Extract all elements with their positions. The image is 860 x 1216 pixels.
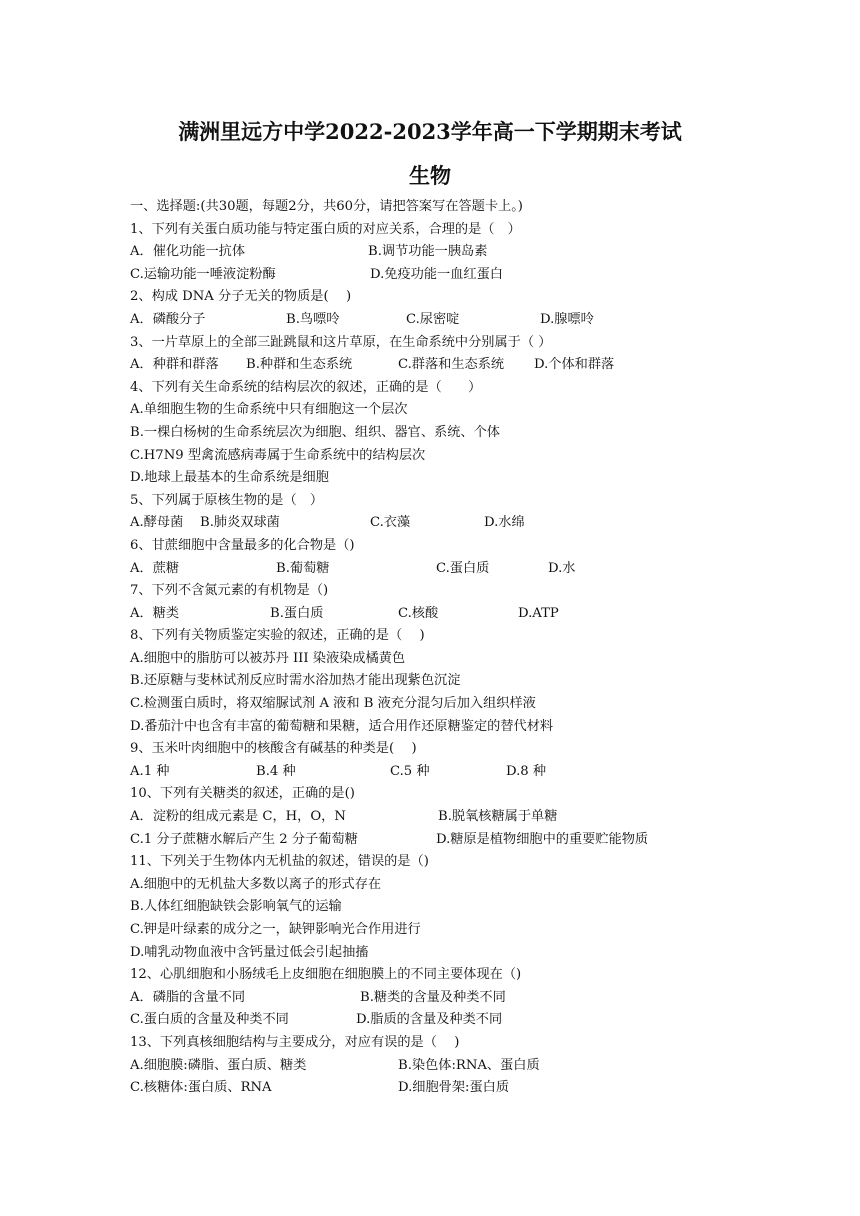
option-b: B.种群和生态系统 (246, 357, 353, 373)
question-7-options (130, 603, 770, 626)
option-d: D.糖原是植物细胞中的重要贮能物质 (436, 831, 649, 847)
option-b: B.糖类的含量及种类不同 (360, 989, 506, 1005)
option-d: D.ATP (518, 605, 559, 621)
question-10-options (130, 829, 770, 852)
option-c: C.蛋白质 (436, 560, 490, 576)
option-a: A．磷酸分子 (130, 311, 206, 327)
question-4-option-c: C.H7N9 型禽流感病毒属于生命系统中的结构层次 (130, 447, 426, 463)
question-2-options (130, 309, 770, 332)
section-instructions: 一、选择题:(共30题，每题2分，共60分，请把答案写在答题卡上。) (130, 199, 523, 214)
option-a: A．糖类 (130, 605, 180, 621)
option-b: B.调节功能一胰岛素 (368, 244, 488, 260)
question-9-options (130, 761, 770, 784)
question-11-option-c: C.钾是叶绿素的成分之一，缺钾影响光合作用进行 (130, 922, 421, 937)
question-11-option-a: A.细胞中的无机盐大多数以离子的形式存在 (130, 876, 382, 892)
question-10-options (130, 806, 770, 829)
question-8-stem: 8、下列有关物质鉴定实验的叙述，正确的是（ ) (130, 628, 425, 644)
question-12-options (130, 1009, 770, 1032)
question-7-stem: 7、下列不含氮元素的有机物是（) (130, 583, 329, 599)
option-b: B.染色体:RNA、蛋白质 (398, 1057, 540, 1073)
option-c: C.核糖体:蛋白质、RNA (130, 1080, 272, 1096)
question-6-stem: 6、甘蔗细胞中含量最多的化合物是（) (130, 537, 355, 553)
question-6-options (130, 558, 770, 581)
question-12-options (130, 987, 770, 1010)
option-d: D.8 种 (506, 763, 547, 779)
option-d: D.细胞骨架:蛋白质 (398, 1080, 510, 1096)
question-8-option-d: D.番茄汁中也含有丰富的葡萄糖和果糖，适合用作还原糖鉴定的替代材料 (130, 718, 554, 734)
option-d: D.腺嘌呤 (540, 311, 594, 327)
option-d: D.水 (548, 560, 576, 576)
question-4-option-b: B.一棵白杨树的生命系统层次为细胞、组织、器官、系统、个体 (130, 424, 500, 440)
question-8-option-b: B.还原糖与斐林试剂反应时需水浴加热才能出现紫色沉淀 (130, 673, 461, 689)
option-a: A．种群和群落 (130, 357, 219, 373)
question-8-option-a: A.细胞中的脂肪可以被苏丹 III 染液染成橘黄色 (130, 650, 406, 666)
question-1-options (130, 241, 770, 264)
option-a: A．磷脂的含量不同 (130, 989, 246, 1005)
question-12-stem: 12、心肌细胞和小肠绒毛上皮细胞在细胞膜上的不同主要体现在（) (130, 967, 522, 983)
question-13-stem: 13、下列真核细胞结构与主要成分，对应有误的是（ ) (130, 1034, 460, 1050)
option-a: A．蔗糖 (130, 560, 180, 576)
question-13-options (130, 1055, 770, 1078)
option-a: A.1 种 (130, 763, 170, 779)
question-4-option-a: A.单细胞生物的生命系统中只有细胞这一个层次 (130, 402, 408, 418)
option-d: D.脂质的含量及种类不同 (356, 1012, 503, 1028)
option-c: C.蛋白质的含量及种类不同 (130, 1012, 289, 1028)
option-c: C.尿密啶 (406, 311, 460, 327)
question-9-stem: 9、玉米叶肉细胞中的核酸含有碱基的种类是( ) (130, 741, 417, 757)
question-4-option-d: D.地球上最基本的生命系统是细胞 (130, 470, 329, 486)
question-11-option-d: D.哺乳动物血液中含钙量过低会引起抽搐 (130, 944, 369, 960)
option-c: C.1 分子蔗糖水解后产生 2 分子葡萄糖 (130, 831, 358, 847)
question-10-stem: 10、下列有关糖类的叙述，正确的是() (130, 786, 355, 802)
option-a: A.酵母菌 (130, 515, 184, 531)
option-c: C.核酸 (398, 605, 439, 621)
option-c: C.5 种 (390, 763, 430, 779)
option-a: A．淀粉的组成元素是 C，H，O，N (130, 809, 346, 825)
option-b: B.4 种 (256, 763, 296, 779)
option-c: C.运输功能一唾液淀粉酶 (130, 266, 276, 282)
question-8-option-c: C.检测蛋白质时，将双缩脲试剂 A 液和 B 液充分混匀后加入组织样液 (130, 696, 536, 712)
option-b: B.蛋白质 (270, 605, 324, 621)
question-1-options (130, 264, 770, 287)
option-b: B.鸟嘌呤 (286, 311, 340, 327)
question-11-stem: 11、下列关于生物体内无机盐的叙述，错误的是（) (130, 854, 429, 870)
exam-subject: 生物 (409, 163, 451, 188)
question-3-options (130, 354, 770, 377)
option-b: B.肺炎双球菌 (200, 515, 280, 531)
question-5-stem: 5、下列属于原核生物的是（ ） (130, 492, 324, 508)
question-2-stem: 2、构成 DNA 分子无关的物质是( ) (130, 289, 352, 305)
option-a: A．催化功能一抗体 (130, 244, 246, 260)
exam-title: 满洲里远方中学2022-2023学年高一下学期期末考试 (178, 119, 682, 144)
option-d: D.免疫功能一血红蛋白 (370, 266, 503, 282)
question-3-stem: 3、一片草原上的全部三趾跳鼠和这片草原，在生命系统中分别属于（ ） (130, 334, 552, 350)
option-d: D.水绵 (484, 515, 525, 531)
option-b: B.脱氧核糖属于单糖 (438, 809, 558, 825)
option-d: D.个体和群落 (534, 357, 615, 373)
question-5-options (130, 512, 770, 535)
question-1-stem: 1、下列有关蛋白质功能与特定蛋白质的对应关系，合理的是（ ） (130, 221, 521, 237)
option-b: B.葡萄糖 (276, 560, 330, 576)
question-4-stem: 4、下列有关生命系统的结构层次的叙述，正确的是（ ） (130, 379, 482, 395)
option-a: A.细胞膜:磷脂、蛋白质、糖类 (130, 1057, 307, 1073)
question-13-options (130, 1077, 770, 1100)
question-list (130, 196, 770, 1100)
question-11-option-b: B.人体红细胞缺铁会影响氧气的运输 (130, 899, 342, 915)
option-c: C.衣藻 (370, 515, 411, 531)
option-c: C.群落和生态系统 (398, 357, 505, 373)
